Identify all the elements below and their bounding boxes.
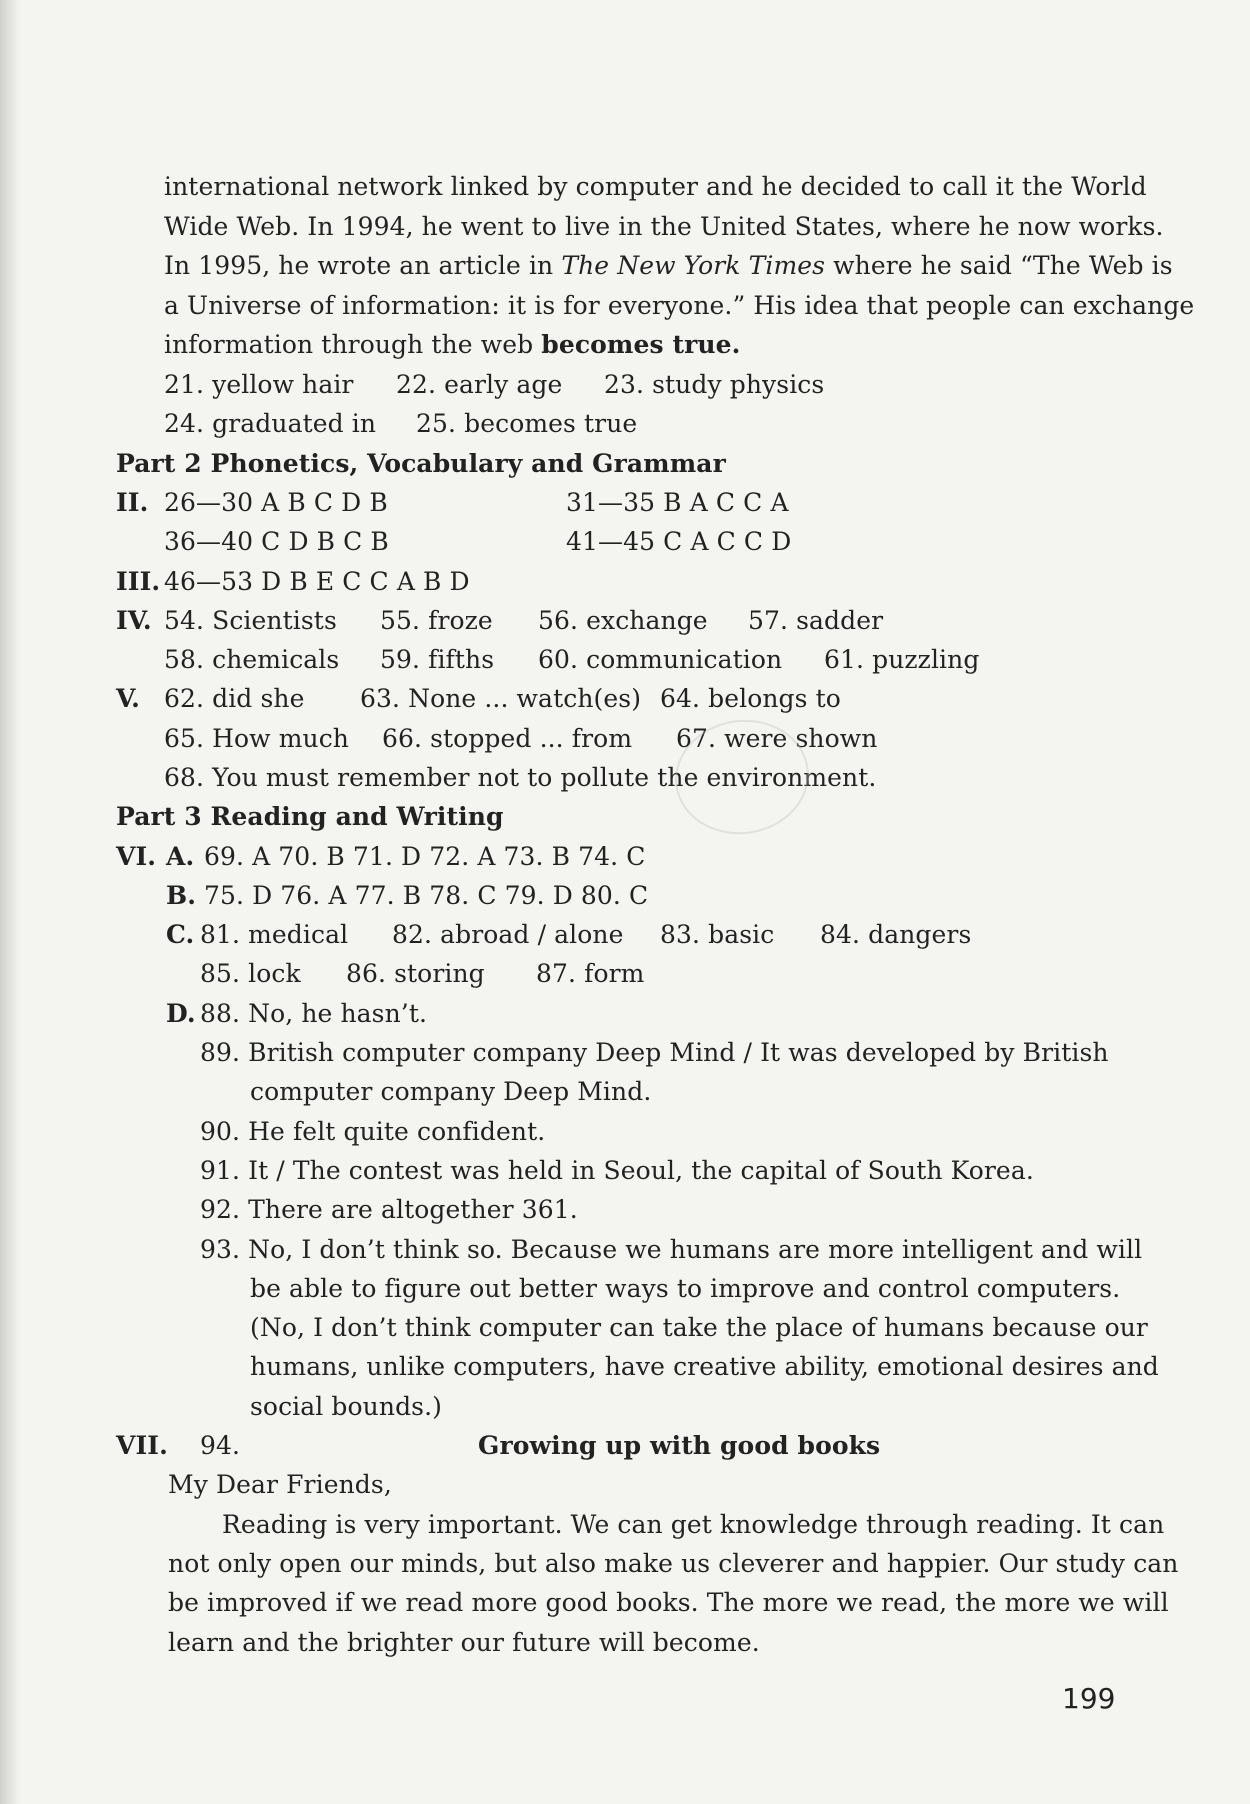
intro-text: information through the web [164, 330, 542, 359]
section-label-II: II. [116, 488, 149, 517]
essay-salutation: My Dear Friends, [168, 1470, 392, 1499]
answer-90: 90. He felt quite confident. [200, 1117, 546, 1146]
section-label-VII: VII. [116, 1431, 168, 1460]
newspaper-title: The New York Times [561, 251, 826, 280]
answer-88: 88. No, he hasn’t. [200, 999, 428, 1028]
intro-line: a Universe of information: it is for everyone.” His idea that people can exchange [164, 291, 1195, 320]
intro-text: In 1995, he wrote an article in [164, 251, 562, 280]
answer-55: 55. froze [380, 606, 493, 635]
question-94: 94. [200, 1431, 241, 1460]
subsection-label-D: D. [166, 999, 196, 1028]
essay-title: Growing up with good books [478, 1431, 881, 1460]
answer-83: 83. basic [660, 920, 775, 949]
section-label-III: III. [116, 567, 161, 596]
answer-89-cont: computer company Deep Mind. [250, 1077, 652, 1106]
intro-line: international network linked by computer and he decided to call it the World [164, 172, 1147, 201]
section-label-IV: IV. [116, 606, 152, 635]
answer-58: 58. chemicals [164, 645, 340, 674]
answer-93-alt-cont: social bounds.) [250, 1392, 443, 1421]
answer-84: 84. dangers [820, 920, 972, 949]
answer-23: 23. study physics [604, 370, 825, 399]
answer-67: 67. were shown [676, 724, 878, 753]
answer-63: 63. None ... watch(es) [360, 684, 642, 713]
answer-31-35: 31—35 B A C C A [566, 488, 789, 517]
answer-26-30: 26—30 A B C D B [164, 488, 388, 517]
intro-line [164, 249, 1173, 283]
page-number: 199 [1062, 1682, 1116, 1715]
answer-92: 92. There are altogether 361. [200, 1195, 578, 1224]
answer-93-alt: (No, I don’t think computer can take the place of humans because our [250, 1313, 1148, 1342]
answer-46-53: 46—53 D B E C C A B D [164, 567, 470, 596]
essay-line: be improved if we read more good books. The more we read, the more we will [168, 1588, 1169, 1617]
intro-bold-text: becomes true. [541, 330, 741, 359]
answer-24: 24. graduated in [164, 409, 377, 438]
answer-36-40: 36—40 C D B C B [164, 527, 389, 556]
answer-62: 62. did she [164, 684, 305, 713]
section-label-VI: VI. [116, 842, 157, 871]
subsection-label-C: C. [166, 920, 195, 949]
answer-64: 64. belongs to [660, 684, 841, 713]
essay-line: not only open our minds, but also make us cleverer and happier. Our study can [168, 1549, 1179, 1578]
intro-line: Wide Web. In 1994, he went to live in the United States, where he now works. [164, 212, 1164, 241]
answer-21: 21. yellow hair [164, 370, 354, 399]
answer-87: 87. form [536, 959, 645, 988]
answer-89: 89. British computer company Deep Mind / It was developed by British [200, 1038, 1109, 1067]
answer-65: 65. How much [164, 724, 350, 753]
part3-heading: Part 3 Reading and Writing [116, 802, 504, 831]
essay-line: Reading is very important. We can get knowledge through reading. It can [222, 1510, 1165, 1539]
answer-93-cont: be able to figure out better ways to improve and control computers. [250, 1274, 1121, 1303]
answer-22: 22. early age [396, 370, 563, 399]
answer-93: 93. No, I don’t think so. Because we humans are more intelligent and will [200, 1235, 1143, 1264]
answer-75-80: 75. D 76. A 77. B 78. C 79. D 80. C [204, 881, 649, 910]
answer-59: 59. fifths [380, 645, 495, 674]
answer-57: 57. sadder [748, 606, 884, 635]
subsection-label-B: B. [166, 881, 197, 910]
part2-heading: Part 2 Phonetics, Vocabulary and Grammar [116, 449, 726, 478]
answer-66: 66. stopped ... from [382, 724, 633, 753]
intro-text: where he said “The Web is [825, 251, 1173, 280]
answer-86: 86. storing [346, 959, 485, 988]
answer-91: 91. It / The contest was held in Seoul, the capital of South Korea. [200, 1156, 1034, 1185]
answer-54: 54. Scientists [164, 606, 337, 635]
answer-82: 82. abroad / alone [392, 920, 624, 949]
answer-25: 25. becomes true [416, 409, 638, 438]
answer-85: 85. lock [200, 959, 301, 988]
intro-line [164, 328, 740, 362]
answer-69-74: 69. A 70. B 71. D 72. A 73. B 74. C [204, 842, 646, 871]
answer-81: 81. medical [200, 920, 349, 949]
answer-68: 68. You must remember not to pollute the environment. [164, 763, 877, 792]
answer-41-45: 41—45 C A C C D [566, 527, 792, 556]
answer-61: 61. puzzling [824, 645, 980, 674]
subsection-label-A: A. [166, 842, 195, 871]
answer-93-alt-cont: humans, unlike computers, have creative ability, emotional desires and [250, 1352, 1159, 1381]
section-label-V: V. [116, 684, 140, 713]
answer-56: 56. exchange [538, 606, 708, 635]
answer-60: 60. communication [538, 645, 783, 674]
essay-line: learn and the brighter our future will become. [168, 1628, 760, 1657]
